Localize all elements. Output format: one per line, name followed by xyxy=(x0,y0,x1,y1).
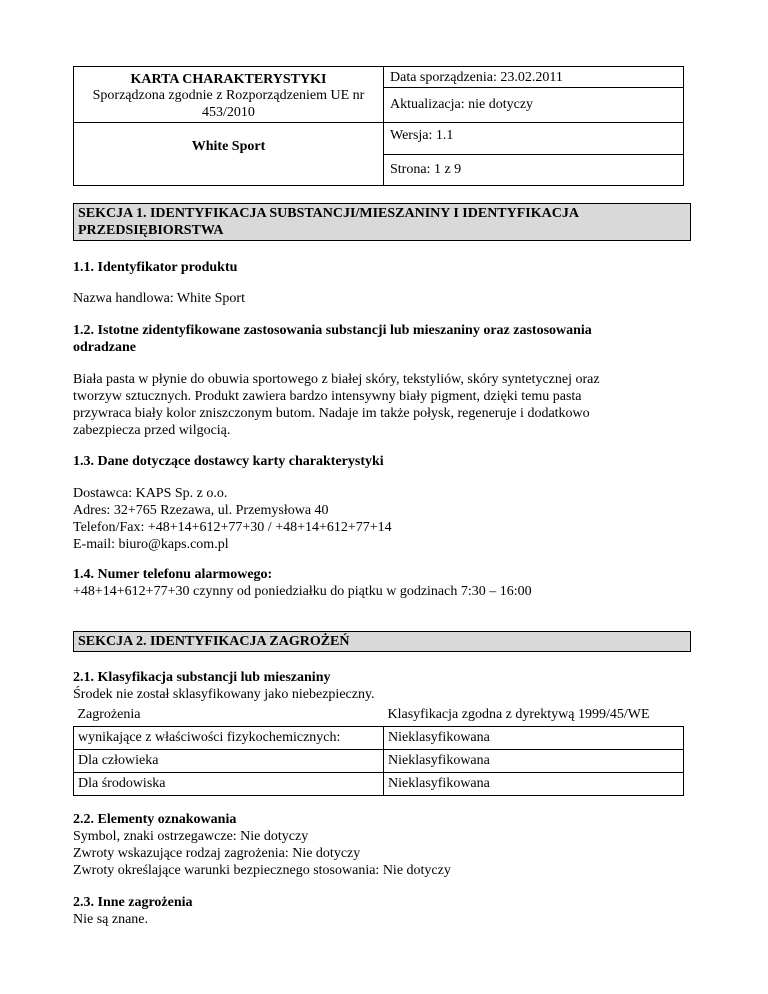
product-name: White Sport xyxy=(191,139,266,154)
table-cell: Nieklasyfikowana xyxy=(384,727,684,750)
table-header-cell: Klasyfikacja zgodna z dyrektywą 1999/45/WE xyxy=(384,704,684,727)
section1-title-line2: PRZEDSIĘBIORSTWA xyxy=(78,223,224,238)
section2-banner xyxy=(73,631,691,652)
table-row xyxy=(74,773,684,796)
s12-text-line: zabezpiecza przed wilgocią. xyxy=(73,423,231,438)
s23-heading: 2.3. Inne zagrożenia xyxy=(73,895,193,910)
table-cell: Dla człowieka xyxy=(74,750,384,773)
table-header-row xyxy=(74,704,684,727)
supplier-line: Dostawca: KAPS Sp. z o.o. xyxy=(73,486,228,501)
section1-banner xyxy=(73,203,691,241)
s21-heading: 2.1. Klasyfikacja substancji lub mieszaniny xyxy=(73,670,331,685)
s14-heading: 1.4. Numer telefonu alarmowego: xyxy=(73,567,273,582)
section1-title-line1: SEKCJA 1. IDENTYFIKACJA SUBSTANCJI/MIESZANINY I IDENTYFIKACJA xyxy=(78,206,579,221)
header-table xyxy=(73,66,684,186)
table-header-cell: Zagrożenia xyxy=(74,704,384,727)
document-title: KARTA CHARAKTERYSTYKI xyxy=(130,72,327,87)
hazard-table xyxy=(73,704,684,796)
section2-title: SEKCJA 2. IDENTYFIKACJA ZAGROŻEŃ xyxy=(78,634,350,649)
s22-line: Zwroty określające warunki bezpiecznego stosowania: Nie dotyczy xyxy=(73,863,451,878)
address-line: Adres: 32+765 Rzezawa, ul. Przemysłowa 40 xyxy=(73,503,329,518)
s21-text: Środek nie został sklasyfikowany jako niebezpieczny. xyxy=(73,687,375,702)
s11-heading: 1.1. Identyfikator produktu xyxy=(73,260,238,275)
s22-heading: 2.2. Elementy oznakowania xyxy=(73,812,237,827)
document-subtitle-line2: 453/2010 xyxy=(202,105,255,120)
s23-text: Nie są znane. xyxy=(73,912,149,927)
header-divider-right-2 xyxy=(383,154,683,155)
update-info: Aktualizacja: nie dotyczy xyxy=(390,97,534,112)
table-cell: Dla środowiska xyxy=(74,773,384,796)
table-cell: wynikające z właściwości fizykochemicznych: xyxy=(74,727,384,750)
document-subtitle-line1: Sporządzona zgodnie z Rozporządzeniem UE nr xyxy=(92,88,365,103)
s12-heading-line2: odradzane xyxy=(73,340,136,355)
version-info: Wersja: 1.1 xyxy=(390,128,454,143)
header-divider-right-1 xyxy=(383,87,683,88)
s12-text-line: Biała pasta w płynie do obuwia sportowego z białej skóry, tekstyliów, skóry syntetycznej oraz xyxy=(73,372,600,387)
s22-line: Zwroty wskazujące rodzaj zagrożenia: Nie dotyczy xyxy=(73,846,361,861)
s14-text: +48+14+612+77+30 czynny od poniedziałku do piątku w godzinach 7:30 – 16:00 xyxy=(73,584,532,599)
header-divider-vertical xyxy=(383,67,384,185)
s12-text-line: przywraca biały kolor zniszczonym butom. Nadaje im także połysk, regeneruje i dodatkowo xyxy=(73,406,590,421)
s13-heading: 1.3. Dane dotyczące dostawcy karty charakterystyki xyxy=(73,454,384,469)
s22-line: Symbol, znaki ostrzegawcze: Nie dotyczy xyxy=(73,829,309,844)
phone-line: Telefon/Fax: +48+14+612+77+30 / +48+14+612+77+14 xyxy=(73,520,392,535)
creation-date: Data sporządzenia: 23.02.2011 xyxy=(390,70,563,85)
table-row xyxy=(74,750,684,773)
table-cell: Nieklasyfikowana xyxy=(384,750,684,773)
table-row xyxy=(74,727,684,750)
s12-heading-line1: 1.2. Istotne zidentyfikowane zastosowania substancji lub mieszaniny oraz zastosowania xyxy=(73,323,592,338)
page-number: Strona: 1 z 9 xyxy=(390,162,462,177)
s11-text: Nazwa handlowa: White Sport xyxy=(73,291,245,306)
header-divider-left xyxy=(74,122,683,123)
email-line: E-mail: biuro@kaps.com.pl xyxy=(73,537,229,552)
table-cell: Nieklasyfikowana xyxy=(384,773,684,796)
s12-text-line: tworzyw sztucznych. Produkt zawiera bardzo intensywny biały pigment, dzięki temu pasta xyxy=(73,389,582,404)
